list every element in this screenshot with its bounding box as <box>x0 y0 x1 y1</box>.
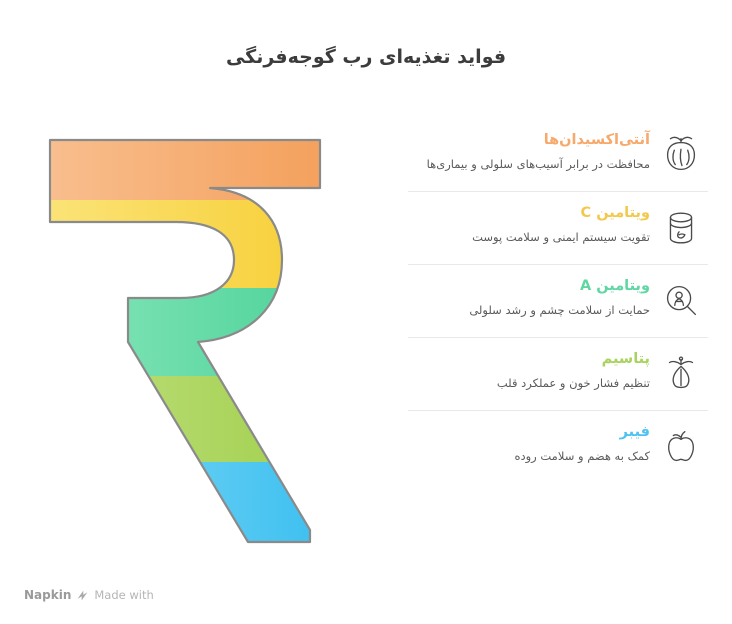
list-item-desc: تقویت سیستم ایمنی و سلامت پوست <box>472 229 650 244</box>
band-antioxidants <box>20 110 370 200</box>
list-item <box>408 420 708 483</box>
list-item-title: آنتی‌اکسیدان‌ها <box>543 132 650 148</box>
list-item-title: فیبر <box>619 424 650 440</box>
rupee-shaped-funnel-graphic <box>20 110 370 570</box>
list-item <box>408 274 708 338</box>
list-item-title: پتاسیم <box>601 351 650 367</box>
magnifier-eye-icon <box>654 274 708 328</box>
band-potassium <box>20 376 370 462</box>
tomato-icon <box>654 128 708 182</box>
list-item <box>408 128 708 192</box>
page-title: فواید تغذیه‌ای رب گوجه‌فرنگی <box>225 46 507 68</box>
napkin-logo-icon <box>76 589 89 602</box>
funnel-svg <box>20 110 370 570</box>
made-with-label: Made with <box>94 588 154 602</box>
list-item <box>408 347 708 411</box>
leaf-potassium-icon <box>654 347 708 401</box>
brand-label: Napkin <box>24 588 72 602</box>
funnel-bands <box>20 110 370 570</box>
apple-icon <box>654 420 708 474</box>
list-item-desc: حمایت از سلامت چشم و رشد سلولی <box>469 302 650 317</box>
footer-watermark <box>24 588 154 602</box>
legend <box>408 128 708 492</box>
band-vitamin-a <box>20 288 370 376</box>
list-item-title: ویتامین C <box>580 205 650 221</box>
list-item-desc: تنظیم فشار خون و عملکرد قلب <box>496 375 650 390</box>
list-item-desc: کمک به هضم و سلامت روده <box>514 448 650 463</box>
list-item-title: ویتامین A <box>579 278 650 294</box>
band-fiber <box>20 462 370 570</box>
list-item <box>408 201 708 265</box>
can-icon <box>654 201 708 255</box>
list-item-desc: محافظت در برابر آسیب‌های سلولی و بیماری‌ها <box>426 156 650 171</box>
band-vitamin-c <box>20 200 370 288</box>
